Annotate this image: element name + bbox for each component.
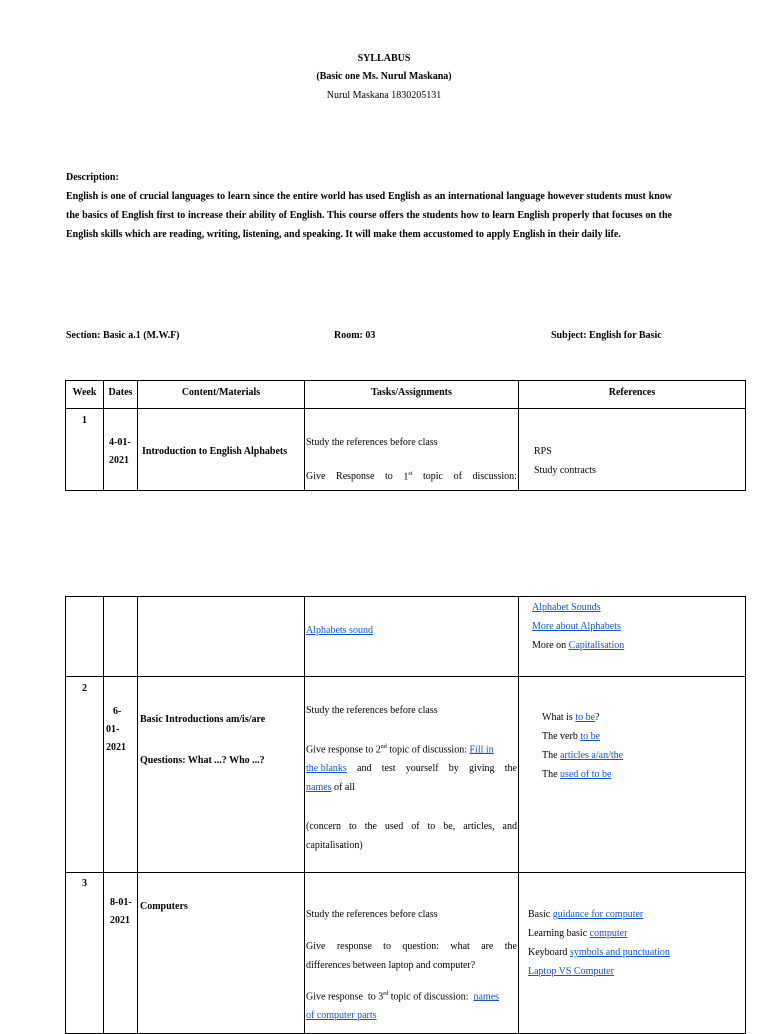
reference-text: What is to be?	[542, 712, 600, 723]
doc-subtitle: (Basic one Ms. Nurul Maskana)	[316, 71, 452, 82]
task-word: the	[504, 763, 517, 774]
alphabets-sound-link[interactable]: Alphabets sound	[306, 625, 373, 636]
date-line: 6-	[113, 706, 122, 717]
alphabet-sounds-link[interactable]: Alphabet Sounds	[532, 602, 601, 613]
date-line: 2021	[109, 455, 129, 466]
table-header-row	[66, 381, 746, 409]
reference-text: More on Capitalisation	[532, 640, 625, 651]
room-info: Room: 03	[334, 330, 376, 341]
task-line: (concern to the used of to be, articles, and	[306, 821, 517, 832]
header-content: Content/Materials	[181, 387, 261, 398]
header-tasks: Tasks/Assignments	[371, 387, 452, 398]
used-of-to-be-link[interactable]: used of to be	[560, 769, 612, 780]
content-title: Introduction to English Alphabets	[142, 446, 288, 457]
verb-to-be-link[interactable]: to be	[580, 731, 601, 742]
task-word: by	[448, 763, 459, 774]
names-link[interactable]: names	[306, 782, 332, 793]
task-word: of	[453, 471, 462, 482]
date-line: 2021	[110, 915, 130, 926]
task-word: to	[383, 941, 391, 952]
task-word: yourself	[405, 763, 439, 774]
task-word: discussion:	[472, 471, 517, 482]
task-word: topic	[422, 471, 443, 482]
section-info: Section: Basic a.1 (M.W.F)	[66, 330, 180, 341]
computer-link[interactable]: computer	[589, 928, 628, 939]
reference-text: Learning basic computer	[528, 928, 628, 939]
author-line: Nurul Maskana 1830205131	[326, 90, 442, 101]
computer-parts-link[interactable]: of computer parts	[306, 1010, 377, 1021]
task-word: what	[450, 941, 470, 952]
reference-text: The used of to be	[542, 769, 612, 780]
content-title: Questions: What ...? Who ...?	[140, 755, 265, 766]
names-link[interactable]: names	[473, 991, 500, 1003]
task-word: are	[481, 941, 494, 952]
task-word: to	[384, 471, 393, 482]
content-title: Computers	[140, 901, 188, 912]
symbols-punctuation-link[interactable]: symbols and punctuation	[569, 947, 670, 958]
task-line: names of all	[306, 782, 355, 793]
reference-text: The verb to be	[542, 731, 601, 742]
doc-title: SYLLABUS	[357, 53, 411, 64]
task-line: differences between laptop and computer?	[306, 960, 476, 971]
task-line	[306, 471, 517, 482]
task-word: giving	[468, 763, 495, 774]
task-word: test	[381, 763, 396, 774]
task-word: response	[336, 941, 372, 952]
capitalisation-link[interactable]: Capitalisation	[568, 640, 625, 651]
task-word: Give	[306, 471, 326, 482]
task-word: 1st	[403, 471, 413, 483]
more-about-alphabets-link[interactable]: More about Alphabets	[532, 621, 621, 632]
task-line	[306, 941, 517, 952]
syllabus-table-week1	[65, 380, 746, 491]
table-row	[66, 409, 746, 491]
date-line: 4-01-	[109, 437, 131, 448]
header-dates: Dates	[108, 387, 133, 398]
task-word: and	[357, 763, 372, 774]
week-number: 1	[82, 415, 87, 426]
description-text: English is one of crucial languages to learn since the entire world has used English as an international language however students must know the basics of English first to increase their ability of English. This course offers the students how to learn English properly that focuses on the English skills which are reading, writing, listening, and speaking. It will make them accustomed to apply English in their daily life.	[66, 191, 672, 240]
fill-in-link[interactable]: Fill in	[469, 744, 494, 756]
reference-text: Study contracts	[534, 465, 596, 476]
task-word: the	[504, 941, 517, 952]
subject-info: Subject: English for Basic	[551, 330, 662, 341]
guidance-for-computer-link[interactable]: guidance for computer	[552, 909, 644, 920]
date-line: 8-01-	[110, 897, 132, 908]
description-label: Description:	[66, 172, 119, 183]
table-row	[66, 677, 746, 873]
task-line: Study the references before class	[306, 909, 438, 920]
week-number: 2	[82, 683, 87, 694]
content-title: Basic Introductions am/is/are	[140, 714, 266, 725]
task-line	[306, 763, 517, 774]
task-word: question:	[402, 941, 439, 952]
week-number: 3	[82, 878, 87, 889]
reference-text: RPS	[534, 446, 552, 457]
task-word: Response	[336, 471, 375, 482]
the-blanks-link[interactable]: the blanks	[306, 763, 347, 774]
task-line: Study the references before class	[306, 705, 438, 716]
date-line: 2021	[106, 742, 126, 753]
table-row	[66, 597, 746, 677]
laptop-vs-computer-link[interactable]: Laptop VS Computer	[528, 966, 614, 977]
task-word: Give	[306, 941, 326, 952]
header-references: References	[608, 387, 656, 398]
task-line: Give response to 2nd topic of discussion: Fill in	[306, 744, 494, 756]
table-row	[66, 873, 746, 1034]
syllabus-table-weeks2-3	[65, 596, 746, 1034]
task-line: Study the references before class	[306, 437, 438, 448]
task-line: Give response to 3rd topic of discussion: names	[306, 991, 500, 1003]
task-line: capitalisation)	[306, 840, 363, 851]
what-is-to-be-link[interactable]: to be	[575, 712, 596, 723]
reference-text: Basic guidance for computer	[528, 909, 644, 920]
articles-link[interactable]: articles a/an/the	[560, 750, 624, 761]
reference-text: Keyboard symbols and punctuation	[528, 947, 670, 958]
header-week: Week	[72, 387, 97, 398]
date-line: 01-	[106, 724, 120, 735]
reference-text: The articles a/an/the	[542, 750, 624, 761]
